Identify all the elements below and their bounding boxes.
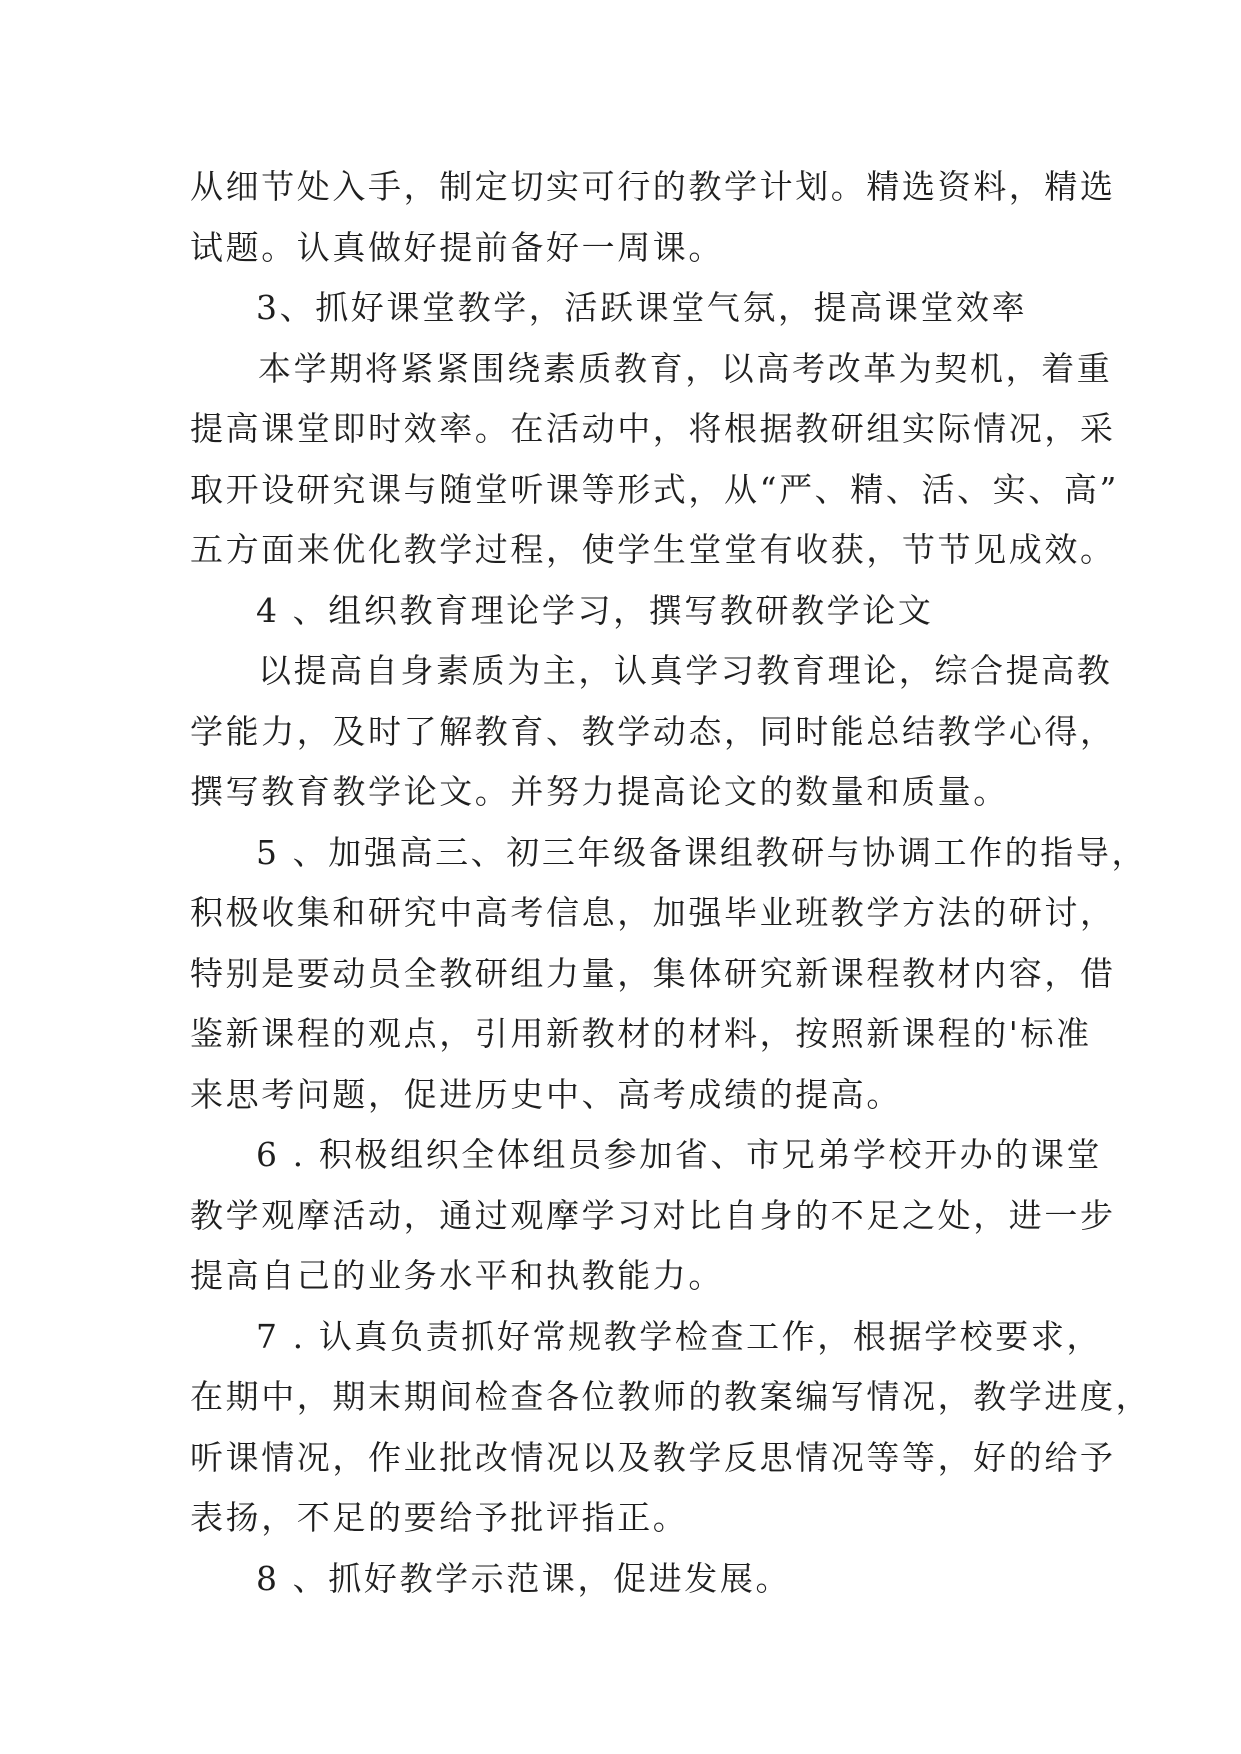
text-line: 取开设研究课与随堂听课等形式，从“严、精、活、实、高”	[190, 469, 1119, 509]
paragraph-start: 本学期将紧紧围绕素质教育，以高考改革为契机，着重	[258, 348, 1113, 388]
text-line: 鉴新课程的观点，引用新教材的材料，按照新课程的'标准	[190, 1014, 1092, 1053]
text-line: 听课情况，作业批改情况以及教学反思情况等等，好的给予	[190, 1437, 1116, 1477]
section-heading: 4 、组织教育理论学习，撰写教研教学论文	[256, 590, 934, 630]
text-line: 从细节处入手，制定切实可行的教学计划。精选资料，精选	[190, 167, 1116, 206]
document-text	[190, 157, 1152, 1609]
paragraph-start: 以提高自身素质为主，认真学习教育理论，综合提高教	[258, 651, 1113, 690]
text-line: 撰写教育教学论文。并努力提高论文的数量和质量。	[190, 772, 1009, 811]
section-heading: 7 . 认真负责抓好常规教学检查工作，根据学校要求，	[256, 1316, 1103, 1356]
text-line: 试题。认真做好提前备好一周课。	[190, 227, 724, 267]
text-line: 提高课堂即时效率。在活动中，将根据教研组实际情况，采	[190, 409, 1116, 448]
text-line: 积极收集和研究中高考信息，加强毕业班教学方法的研讨，	[190, 893, 1116, 932]
text-line: 提高自己的业务水平和执教能力。	[190, 1256, 724, 1295]
section-heading: 6 . 积极组织全体组员参加省、市兄弟学校开办的课堂	[256, 1135, 1103, 1174]
text-line: 在期中，期末期间检查各位教师的教案编写情况，教学进度，	[190, 1377, 1152, 1416]
text-line: 表扬，不足的要给予批评指正。	[190, 1498, 689, 1537]
text-line: 教学观摩活动，通过观摩学习对比自身的不足之处，进一步	[190, 1195, 1116, 1235]
section-heading: 8 、抓好教学示范课，促进发展。	[256, 1558, 792, 1598]
text-line: 特别是要动员全教研组力量，集体研究新课程教材内容，借	[190, 953, 1116, 993]
text-line: 来思考问题，促进历史中、高考成绩的提高。	[190, 1074, 902, 1114]
text-line: 五方面来优化教学过程，使学生堂堂有收获，节节见成效。	[190, 530, 1116, 569]
section-heading: 5 、加强高三、初三年级备课组教研与协调工作的指导，	[256, 832, 1148, 872]
text-line: 学能力，及时了解教育、教学动态，同时能总结教学心得，	[190, 711, 1116, 751]
section-heading: 3、抓好课堂教学，活跃课堂气氛，提高课堂效率	[256, 288, 1028, 327]
